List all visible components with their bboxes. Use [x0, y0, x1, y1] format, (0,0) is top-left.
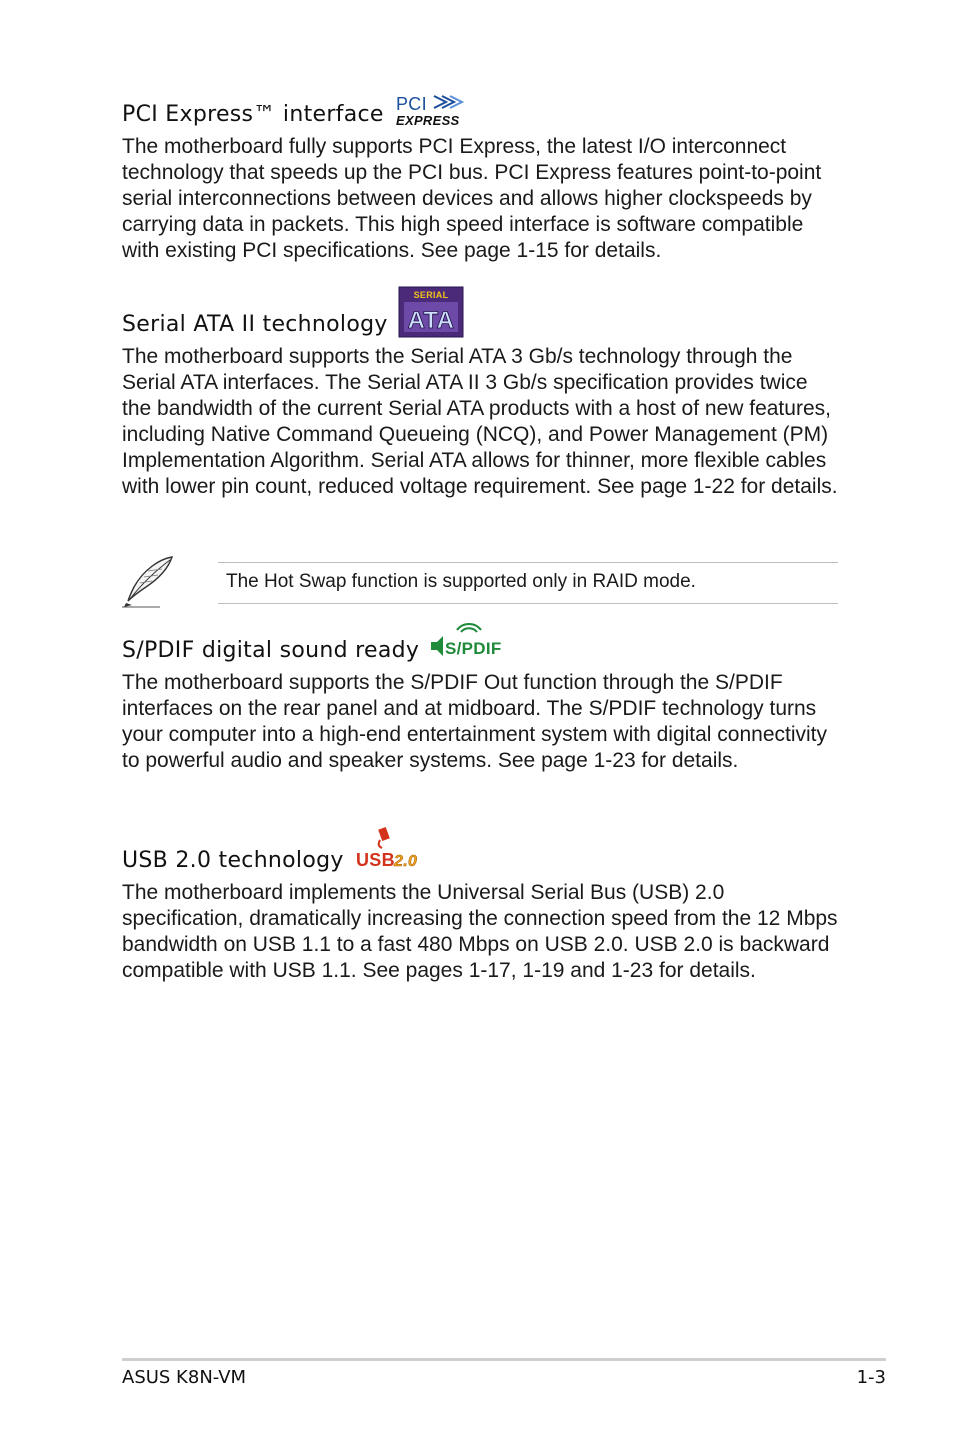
- heading-text: PCI Express™ interface: [122, 102, 384, 127]
- note-box: [218, 562, 838, 604]
- svg-text:ATA: ATA: [407, 307, 455, 334]
- section-body: The motherboard fully supports PCI Express, the latest I/O interconnect technology that speeds up the PCI bus. PCI Express features point-to-point serial interconnections between devices and allows higher clockspeeds by carrying data in packets. This high speed interface is software compatible with existing PCI specifications. See page 1-15 for details.: [122, 135, 822, 262]
- section-heading: [122, 620, 842, 664]
- section-serial-ata: [122, 286, 842, 500]
- heading-text: Serial ATA II technology: [122, 312, 388, 337]
- spdif-logo-icon: [429, 620, 503, 664]
- svg-text:EXPRESS: EXPRESS: [395, 113, 460, 128]
- footer-page-number: 1-3: [856, 1367, 886, 1388]
- section-spdif: [122, 620, 842, 774]
- heading-text: S/PDIF digital sound ready: [122, 638, 420, 663]
- usb-logo-icon: [354, 826, 430, 874]
- section-pci-express: [122, 92, 842, 264]
- svg-text:PCI: PCI: [395, 94, 427, 114]
- svg-text:SERIAL: SERIAL: [413, 290, 449, 300]
- feather-pen-icon: [120, 553, 178, 609]
- section-heading: [122, 92, 842, 128]
- section-body: The motherboard supports the Serial ATA 3 Gb/s technology through the Serial ATA interfaces. The Serial ATA II 3 Gb/s specification provides twice the bandwidth of the current Serial ATA products with a host of new features, including Native Command Queueing (NCQ), and Power Management (PM) Implementation Algorithm. Serial ATA allows for thinner, more flexible cables with lower pin count, reduced voltage requirement. See page 1-22 for details.: [122, 345, 838, 498]
- serial-ata-logo-icon: [398, 286, 464, 338]
- page-footer: [122, 1358, 886, 1388]
- section-body: The motherboard implements the Universal Serial Bus (USB) 2.0 specification, dramatically increasing the connection speed from the 12 Mbps bandwidth on USB 1.1 to a fast 480 Mbps on USB 2.0. USB 2.0 is backward compatible with USB 1.1. See pages 1-17, 1-19 and 1-23 for details.: [122, 881, 838, 982]
- section-body: The motherboard supports the S/PDIF Out function through the S/PDIF interfaces on the rear panel and at midboard. The S/PDIF technology turns your computer into a high-end entertainment system with digital connectivity to powerful audio and speaker systems. See page 1-23 for details.: [122, 671, 828, 772]
- heading-text: USB 2.0 technology: [122, 848, 344, 873]
- section-heading: [122, 826, 842, 874]
- svg-text:S/PDIF: S/PDIF: [445, 639, 502, 658]
- footer-product-name: ASUS K8N-VM: [122, 1367, 247, 1388]
- note-text: The Hot Swap function is supported only in RAID mode.: [226, 571, 696, 592]
- svg-text:USB: USB: [355, 850, 395, 870]
- section-heading: [122, 286, 842, 338]
- pci-express-logo-icon: [394, 92, 478, 128]
- note-block: [120, 553, 840, 613]
- section-usb: [122, 826, 842, 984]
- svg-text:2.0: 2.0: [393, 853, 417, 870]
